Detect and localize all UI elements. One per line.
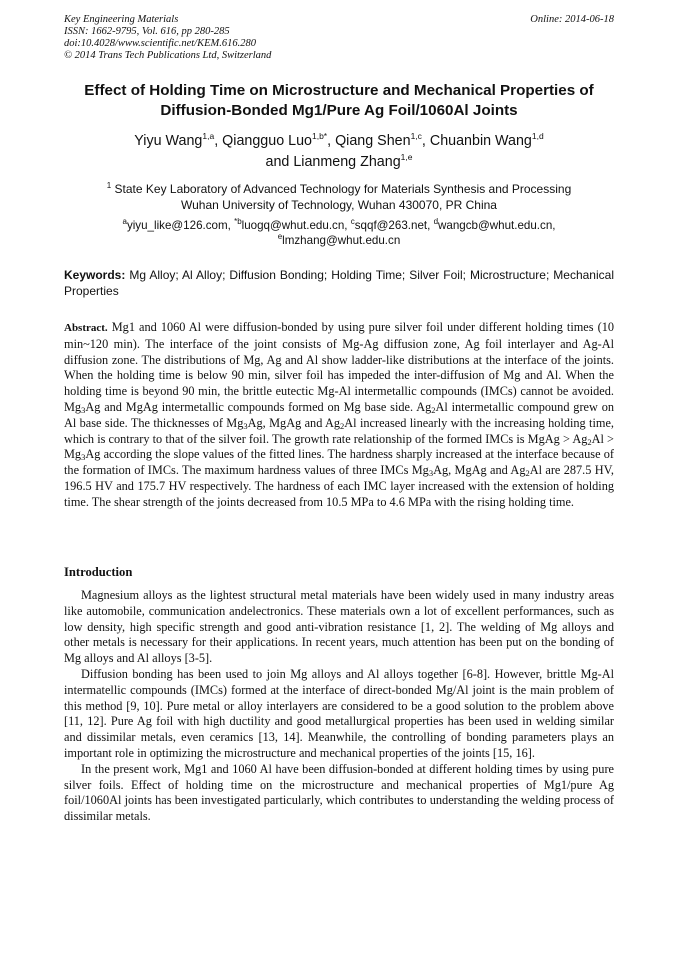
- author-sup: 1,d: [531, 131, 544, 141]
- author-name: Qiangguo Luo: [222, 133, 312, 149]
- abstract: [64, 320, 614, 511]
- affiliation-sup: 1: [106, 181, 112, 190]
- introduction-body: [64, 588, 614, 825]
- affiliation-line-1: [40, 182, 638, 198]
- journal-name: Key Engineering Materials: [64, 14, 179, 25]
- title-line-2: Diffusion-Bonded Mg1/Pure Ag Foil/1060Al Joints: [160, 102, 518, 119]
- subscript: 2: [340, 420, 345, 431]
- email-sup: d: [433, 217, 439, 226]
- email-sup: *b: [234, 217, 242, 226]
- keywords: [64, 267, 614, 299]
- email-link[interactable]: sqqf@263.net,: [354, 219, 434, 232]
- abstract-text: Ag, MgAg and Ag: [433, 463, 526, 478]
- author-sup: 1,a: [202, 131, 215, 141]
- email-link[interactable]: wangcb@whut.edu.cn,: [438, 219, 556, 232]
- paragraph: In the present work, Mg1 and 1060 Al have been diffusion-bonded at different holding times by using pure silver foils. Effect of holding time on the microstructure and mechanical properties of Mg1/pure Ag foil/1060Al joints has been investigated particularly, which contributes to understanding the welding process of dissimilar metals.: [64, 761, 614, 824]
- online-date: Online: 2014-06-18: [530, 14, 614, 25]
- abstract-text: Al increased linearly with the increasing holding time, which is contrary to that of the silver foil. The growth rate relationship of the formed IMCs is MgAg > Ag: [64, 415, 614, 446]
- author-name: Qiang Shen: [335, 133, 411, 149]
- issn-line: ISSN: 1662-9795, Vol. 616, pp 280-285: [64, 26, 230, 37]
- author-name: and Lianmeng Zhang: [265, 154, 401, 170]
- author-line-2: [40, 152, 638, 173]
- doi-line[interactable]: doi:10.4028/www.scientific.net/KEM.616.280: [64, 38, 256, 49]
- abstract-text: Ag and MgAg intermetallic compounds formed on Mg base side. Ag: [85, 399, 432, 414]
- email-link[interactable]: yiyu_like@126.com,: [126, 219, 235, 232]
- abstract-text: Mg1 and 1060 Al were diffusion-bonded by using pure silver foil under different holding times (10 min~120 min). The interface of the joint consists of Mg-Ag diffusion zone, Ag foil interlayer and Ag-Al diffusion zone. The distributions of Mg, Ag and Al show ladder-like distributions at the interface of the joints. When the holding time is below 90 min, silver foil has impeded the inter-diffusion of Mg and Al. When the holding time is beyond 90 min, the brittle eutectic Mg-Al intermetallic compounds (IMCs) cannot be avoided. Mg: [64, 320, 614, 414]
- journal-header: [64, 14, 424, 62]
- keywords-label: Keywords:: [64, 268, 126, 282]
- email-line-2: [40, 233, 638, 248]
- subscript: 3: [81, 404, 86, 415]
- subscript: 3: [243, 420, 248, 431]
- affiliation-line-2: Wuhan University of Technology, Wuhan 430070, PR China: [181, 197, 497, 212]
- email-sup: a: [122, 217, 127, 226]
- email-sup: e: [277, 232, 283, 241]
- author-name: Yiyu Wang: [134, 133, 203, 149]
- affiliation: [40, 182, 638, 213]
- subscript: 2: [587, 436, 592, 447]
- author-sup: 1,e: [400, 152, 413, 162]
- paragraph: Diffusion bonding has been used to join Mg alloys and Al alloys together [6-8]. However, brittle Mg-Al intermatellic compounds (IMCs) formed at the interface of direct-bonded Mg/Al joint is the main problem of this method [9, 10]. Pure metal or alloy interlayers are considered to be a good solution to the problem above [11, 12]. Pure Ag foil with high ductility and good metallurgical properties has been used in welding similar and dissimilar metals, even ceramics [13, 14]. Meanwhile, the controlling of bonding parameters plays an important role in optimizing the microstructure and mechanical properties of the joints [15, 16].: [64, 666, 614, 760]
- abstract-text: Al > Mg: [64, 431, 614, 462]
- abstract-text: Al intermetallic compound grew on Al base side. The thicknesses of Mg: [64, 399, 614, 430]
- keywords-text: Mg Alloy; Al Alloy; Diffusion Bonding; Holding Time; Silver Foil; Microstructure; Mechanical Properties: [64, 268, 614, 298]
- author-name: Chuanbin Wang: [429, 133, 532, 149]
- paragraph: Magnesium alloys as the lightest structural metal materials have been widely used in many industry areas like automobile, communication andelectronics. These materials own a lot of excellent performances, such as low density, high specific strength and good anti-vibration resistance [1, 2]. The welding of Mg alloys and other metals is necessary for their applications. In recent years, much attention has been put on the bonding of Mg alloys and Al alloys [3-5].: [64, 588, 614, 666]
- email-link[interactable]: luogq@whut.edu.cn,: [241, 219, 351, 232]
- author-sup: 1,c: [410, 131, 422, 141]
- copyright-line: © 2014 Trans Tech Publications Ltd, Switzerland: [64, 50, 272, 61]
- abstract-text: Ag according the slope values of the fitted lines. The hardness sharply increased at the interface because of the formation of IMCs. The maximum hardness values of three IMCs Mg: [64, 447, 614, 478]
- author-line-1: Yiyu Wang$^{1,a}$, Qiangguo Luo$^{1,b*}$, Qiang Shen$^{1,c}$, Chuanbin Wang$^{1,d}$: [134, 131, 544, 149]
- subscript: 2: [431, 404, 436, 415]
- section-heading-introduction: Introduction: [64, 565, 133, 579]
- subscript: 3: [81, 452, 86, 463]
- affiliation-text: State Key Laboratory of Advanced Technology for Materials Synthesis and Processing: [114, 182, 572, 196]
- title-line-1: Effect of Holding Time on Microstructure and Mechanical Properties of: [84, 82, 594, 99]
- email-line-1: [40, 218, 638, 233]
- author-list: [40, 131, 638, 173]
- email-sup: c: [350, 217, 355, 226]
- author-sup: 1,b*: [311, 131, 328, 141]
- abstract-text: Al are 287.5 HV, 196.5 HV and 175.7 HV respectively. The hardness of each IMC layer increased with the extension of holding time. The shear strength of the joints decreased from 10.5 MPa to 4.6 MPa with the rising holding time.: [64, 463, 614, 509]
- email-link[interactable]: lmzhang@whut.edu.cn: [282, 234, 401, 247]
- subscript: 2: [525, 468, 530, 479]
- subscript: 3: [428, 468, 434, 479]
- email-list: [40, 218, 638, 248]
- abstract-label: Abstract.: [64, 322, 108, 334]
- paper-title: [40, 81, 638, 121]
- abstract-text: Ag, MgAg and Ag: [247, 415, 341, 430]
